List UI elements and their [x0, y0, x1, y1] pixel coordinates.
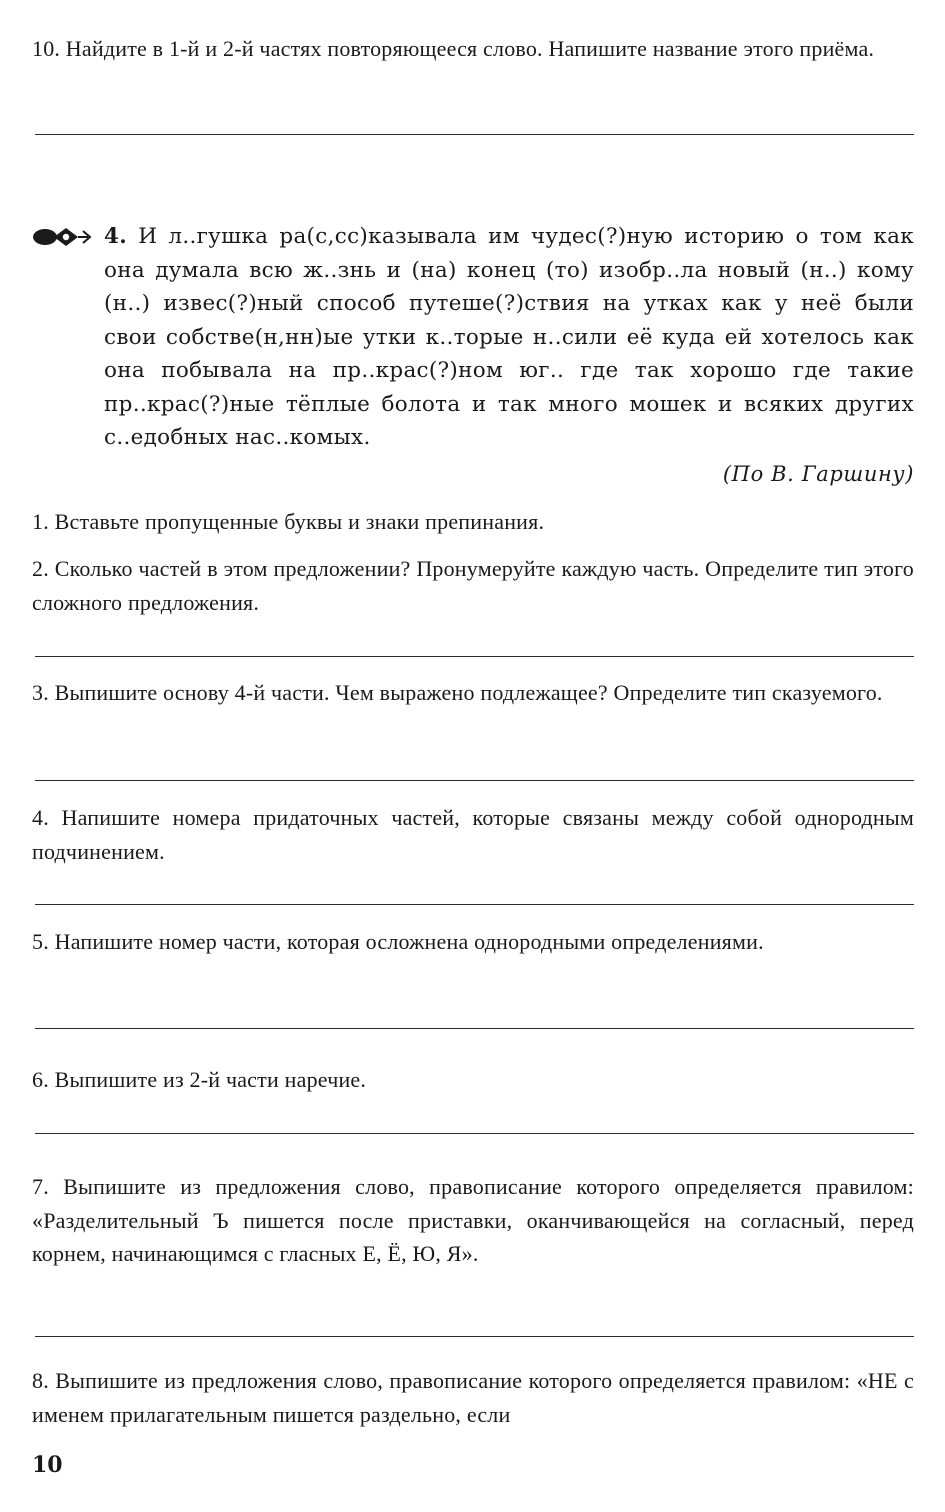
question-7: 7. Выпишите из предложения слово, правописание которого определяется правилом: «Разделительный Ъ пишется после приставки, оканчивающейся на согласный, перед корнем, начинающимся с гласных Е, Ё, Ю, Я». [32, 1174, 914, 1266]
exercise-number: 4. [104, 224, 128, 249]
page-number: 10 [32, 1452, 63, 1478]
question-3: 3. Выпишите основу 4-й части. Чем выражено подлежащее? Определите тип сказуемого. [32, 680, 883, 705]
exercise-body: И л..гушка ра(с,сс)казывала им чудес(?)ную историю о том как она думала всю ж..знь и (на) конец (то) изобр..ла новый (н..) кому (н..) извес(?)ный способ путеше(?)ствия на утках как у неё были свои собстве(н,нн)ые утки к..торые н..сили её куда ей хотелось как она побывала на пр..крас(?)ном юг.. где так хорошо где такие пр..крас(?)ные тёплые болота и так много мошек и всяких других с..едобных нас..комых. [104, 224, 915, 450]
question-1: 1. Вставьте пропущенные буквы и знаки препинания. [32, 509, 545, 534]
answer-line [35, 134, 914, 135]
question-8: 8. Выпишите из предложения слово, правописание которого определяется правилом: «НЕ с именем прилагательным пишется раздельно, если [32, 1368, 914, 1427]
question-4: 4. Напишите номера придаточных частей, которые связаны между собой однородным подчинением. [32, 805, 914, 864]
attribution: (По В. Гаршину) [722, 462, 914, 486]
answer-line [35, 780, 914, 781]
pen-nib-icon [30, 224, 106, 248]
question-6: 6. Выпишите из 2-й части наречие. [32, 1067, 367, 1092]
question-5: 5. Напишите номер части, которая осложнена однородными определениями. [32, 929, 764, 954]
answer-line [35, 1336, 914, 1337]
answer-line [35, 1133, 914, 1134]
exercise-text [104, 220, 914, 455]
answer-line [35, 1028, 914, 1029]
task-10-text: 10. Найдите в 1-й и 2-й частях повторяющееся слово. Напишите название этого приёма. [32, 36, 875, 61]
answer-line [35, 904, 914, 905]
answer-line [35, 656, 914, 657]
question-2: 2. Сколько частей в этом предложении? Пронумеруйте каждую часть. Определите тип этого сложного предложения. [32, 556, 914, 615]
